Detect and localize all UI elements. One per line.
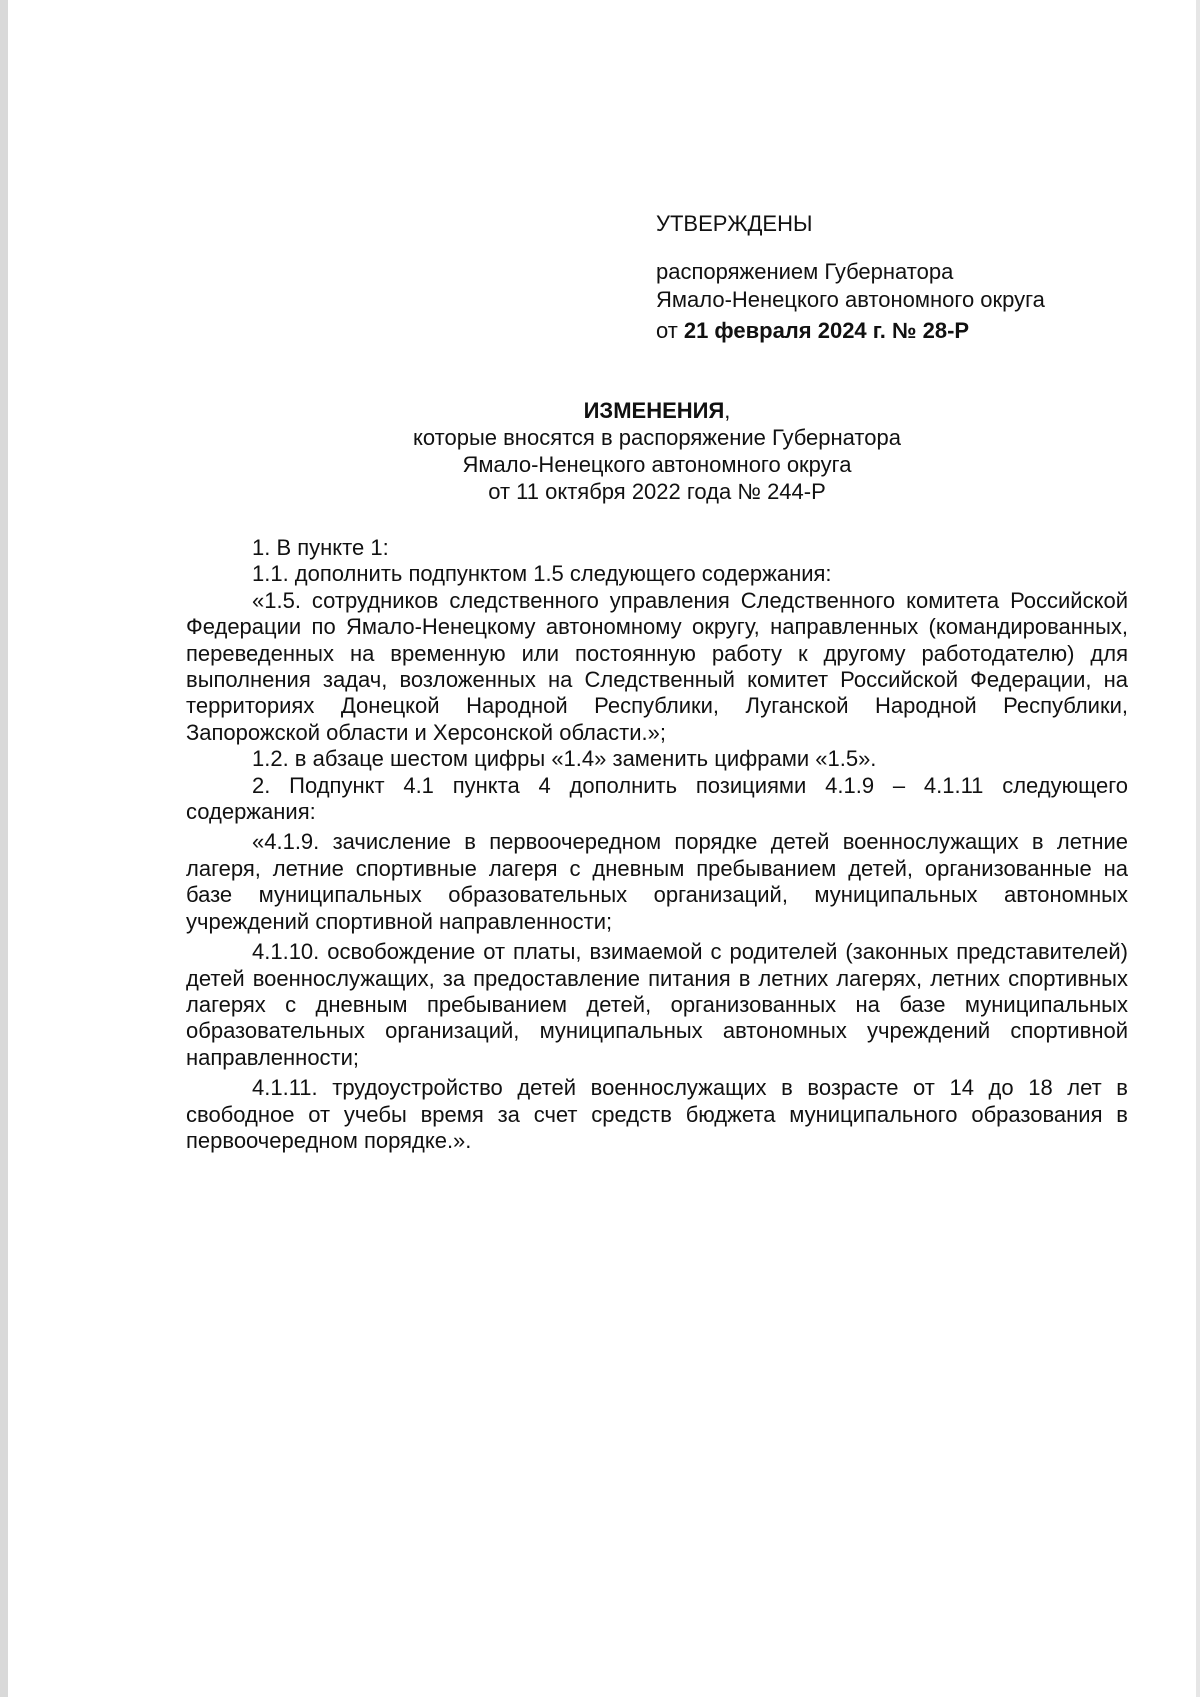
heading-title-line [186,397,1128,424]
document-body [186,535,1128,1154]
scan-right-edge [1196,0,1200,1697]
document-heading [186,397,1128,505]
paragraph-4-1-9: «4.1.9. зачисление в первоочередном порядке детей военнослужащих в летние лагеря, летние спортивные лагеря с дневным пребыванием детей, организованные на базе муниципальных образовательных организаций, муниципальных автономных учреждений спортивной направленности; [186,829,1128,934]
heading-title: ИЗМЕНЕНИЯ [583,398,725,423]
approval-date-value: 21 февраля 2024 г. № 28-Р [683,318,970,343]
paragraph-1: 1. В пункте 1: [252,535,389,560]
paragraph-4-1-10: 4.1.10. освобождение от платы, взимаемой с родителей (законных представителей) детей военнослужащих, за предоставление питания в летних лагерях, летних спортивных лагерях с дневным пребыванием детей, организованных на базе муниципальных образовательных организаций, муниципальных автономных учреждений спортивной направленности; [186,939,1128,1070]
approval-date-prefix: от [656,318,678,343]
heading-title-suffix: , [724,398,731,423]
paragraph-1-2: 1.2. в абзаце шестом цифры «1.4» заменить цифрами «1.5». [252,746,877,772]
paragraph-1-1: 1.1. дополнить подпунктом 1.5 следующего содержания: [252,561,832,587]
paragraph-4-1-11: 4.1.11. трудоустройство детей военнослужащих в возрасте от 14 до 18 лет в свободное от учебы время за счет средств бюджета муниципального образования в первоочередном порядке.». [186,1075,1128,1153]
paragraph-1-5-quote: «1.5. сотрудников следственного управления Следственного комитета Российской Федерации по Ямало-Ненецкому автономному округу, направленных (командированных, переведенных на временную или постоянную работу к другому работодателю) для выполнения задач, возложенных на Следственный комитет Российской Федерации, на территориях Донецкой Народной Республики, Луганской Народной Республики, Запорожской области и Херсонской области.»; [186,587,1128,745]
heading-line-3: от 11 октября 2022 года № 244-Р [488,479,826,504]
heading-line-2: Ямало-Ненецкого автономного округа [462,452,852,477]
approval-line-2: Ямало-Ненецкого автономного округа [656,287,1045,312]
approval-date-line [656,317,1126,345]
approval-block [656,210,1126,345]
paragraph-2: 2. Подпункт 4.1 пункта 4 дополнить позициями 4.1.9 – 4.1.11 следующего содержания: [186,772,1128,825]
approval-line-1: распоряжением Губернатора [656,259,954,284]
heading-line-1: которые вносятся в распоряжение Губернатора [413,425,901,450]
scan-left-edge [0,0,8,1697]
approval-title: УТВЕРЖДЕНЫ [656,211,813,236]
